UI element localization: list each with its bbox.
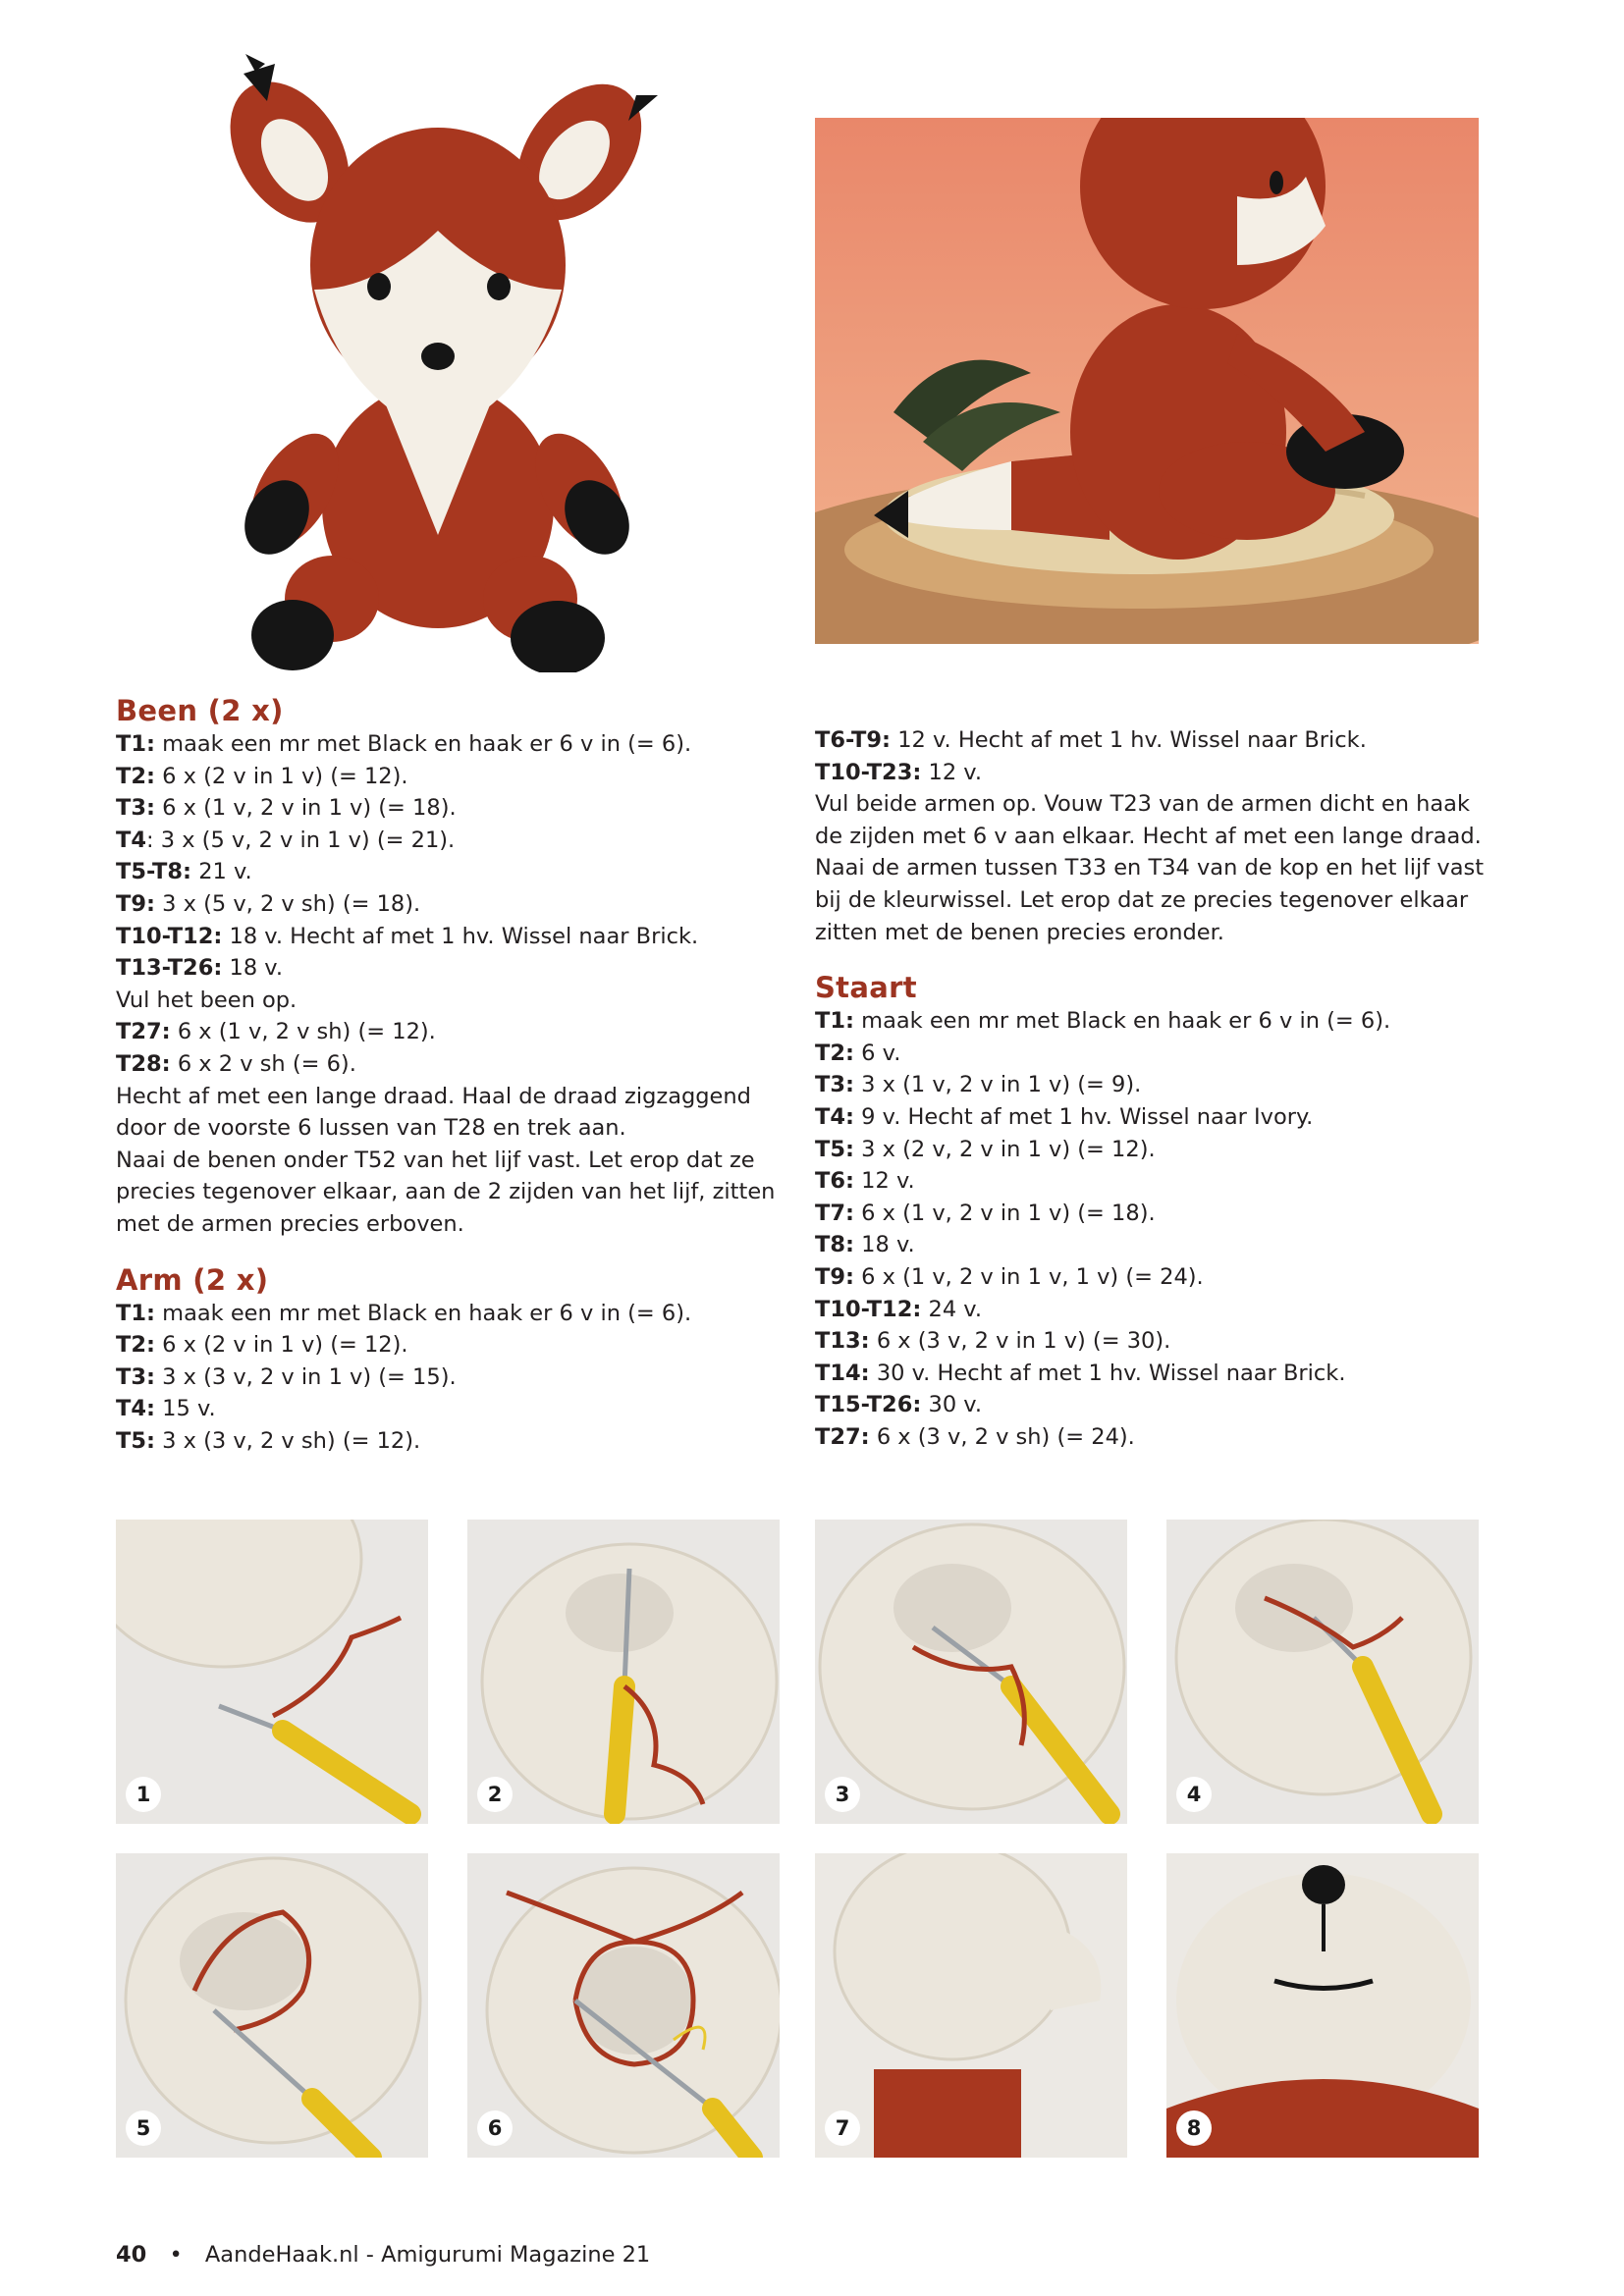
round-label: T27: bbox=[116, 1019, 171, 1045]
instruction-line bbox=[116, 1362, 784, 1394]
step-number-badge: 6 bbox=[477, 2110, 513, 2146]
section-heading-staart: Staart bbox=[815, 971, 917, 1005]
round-label: T10-T23: bbox=[815, 759, 922, 785]
instruction-line bbox=[116, 825, 784, 857]
round-label: T8: bbox=[815, 1232, 855, 1258]
round-label: T9: bbox=[815, 1263, 855, 1290]
round-label: T2: bbox=[815, 1040, 855, 1066]
round-text: de zijden met 6 v aan elkaar. Hecht af met een lange draad. bbox=[815, 823, 1482, 849]
round-label: T27: bbox=[815, 1423, 870, 1450]
round-label: T13-T26: bbox=[116, 955, 223, 982]
step-photo-8 bbox=[1166, 1853, 1479, 2158]
round-text: 6 x (1 v, 2 v in 1 v) (= 18). bbox=[854, 1200, 1156, 1226]
round-label: T3: bbox=[116, 1363, 156, 1390]
step-photo-1 bbox=[116, 1520, 428, 1824]
instruction-line bbox=[116, 952, 784, 985]
instruction-line bbox=[116, 985, 784, 1017]
instruction-line bbox=[815, 1069, 1492, 1101]
round-text: 15 v. bbox=[155, 1396, 216, 1422]
round-label: T4: bbox=[116, 1396, 156, 1422]
round-text: 6 x (2 v in 1 v) (= 12). bbox=[155, 1332, 408, 1359]
round-text: Vul beide armen op. Vouw T23 van de armen dicht en haak bbox=[815, 791, 1470, 818]
round-text: 6 x (2 v in 1 v) (= 12). bbox=[155, 763, 408, 789]
footer-publication: AandeHaak.nl - Amigurumi Magazine 21 bbox=[204, 2242, 651, 2268]
step-number-badge: 4 bbox=[1176, 1777, 1212, 1812]
instruction-line bbox=[815, 1421, 1492, 1454]
round-text: 3 x (3 v, 2 v in 1 v) (= 15). bbox=[155, 1363, 457, 1390]
round-text: Hecht af met een lange draad. Haal de draad zigzaggend bbox=[116, 1083, 751, 1109]
round-text: 6 x (3 v, 2 v in 1 v) (= 30). bbox=[869, 1328, 1171, 1355]
round-label: T10-T12: bbox=[815, 1296, 922, 1322]
round-text: Naai de benen onder T52 van het lijf vast. Let erop dat ze bbox=[116, 1147, 755, 1173]
round-label: T6: bbox=[815, 1168, 855, 1195]
step-number-badge: 1 bbox=[126, 1777, 161, 1812]
round-label: T5: bbox=[116, 1427, 156, 1454]
round-text: 18 v. bbox=[222, 955, 284, 982]
step-photo-6 bbox=[467, 1853, 780, 2158]
step-photo-3 bbox=[815, 1520, 1127, 1824]
round-text: 6 x (1 v, 2 v in 1 v) (= 18). bbox=[155, 795, 457, 822]
round-text: 6 x (1 v, 2 v in 1 v, 1 v) (= 24). bbox=[854, 1263, 1204, 1290]
section-heading-been: Been (2 x) bbox=[116, 694, 284, 727]
page-number: 40 bbox=[116, 2242, 147, 2268]
instruction-line bbox=[116, 761, 784, 793]
instruction-line bbox=[815, 1101, 1492, 1134]
round-text: maak een mr met Black en haak er 6 v in (= 6). bbox=[854, 1008, 1391, 1035]
round-label: T14: bbox=[815, 1360, 870, 1386]
round-label: T2: bbox=[116, 1332, 156, 1359]
instruction-line bbox=[815, 884, 1492, 917]
left-text-column bbox=[116, 693, 784, 1457]
instruction-line bbox=[815, 1134, 1492, 1166]
round-text: 9 v. Hecht af met 1 hv. Wissel naar Ivory. bbox=[854, 1103, 1314, 1130]
round-label: T9: bbox=[116, 890, 156, 917]
round-text: 3 x (5 v, 2 v sh) (= 18). bbox=[155, 890, 421, 917]
round-text: 3 x (1 v, 2 v in 1 v) (= 9). bbox=[854, 1072, 1142, 1098]
round-text: bij de kleurwissel. Let erop dat ze precies tegenover elkaar bbox=[815, 886, 1469, 913]
instruction-line bbox=[116, 1208, 784, 1241]
fox-front-photo bbox=[216, 44, 677, 672]
round-text: 30 v. Hecht af met 1 hv. Wissel naar Brick. bbox=[869, 1360, 1346, 1386]
round-label: T5-T8: bbox=[116, 859, 192, 885]
instruction-line bbox=[815, 1325, 1492, 1358]
step-number-badge: 3 bbox=[825, 1777, 860, 1812]
instruction-line bbox=[815, 757, 1492, 789]
round-text: 24 v. bbox=[921, 1296, 983, 1322]
round-text: 21 v. bbox=[191, 859, 252, 885]
instruction-line bbox=[815, 1038, 1492, 1070]
instruction-line bbox=[116, 1298, 784, 1330]
instruction-line bbox=[116, 792, 784, 825]
instruction-line bbox=[815, 1165, 1492, 1198]
round-label: T15-T26: bbox=[815, 1392, 922, 1418]
step-number-badge: 7 bbox=[825, 2110, 860, 2146]
instruction-line bbox=[815, 1358, 1492, 1390]
instruction-line bbox=[116, 728, 784, 761]
instruction-line bbox=[815, 1005, 1492, 1038]
page-footer bbox=[116, 2242, 650, 2268]
round-text: zitten met de benen precies eronder. bbox=[815, 919, 1224, 945]
round-text: maak een mr met Black en haak er 6 v in (= 6). bbox=[155, 731, 692, 757]
instruction-line bbox=[815, 917, 1492, 949]
round-text: maak een mr met Black en haak er 6 v in (= 6). bbox=[155, 1300, 692, 1326]
instruction-line bbox=[116, 1112, 784, 1145]
round-label: T1: bbox=[815, 1008, 855, 1035]
staart-instructions bbox=[815, 1005, 1492, 1453]
round-label: T10-T12: bbox=[116, 923, 223, 949]
round-label: T2: bbox=[116, 763, 156, 789]
instruction-line bbox=[815, 1261, 1492, 1294]
instruction-line bbox=[815, 1198, 1492, 1230]
round-label: T6-T9: bbox=[815, 727, 892, 753]
round-label: T7: bbox=[815, 1200, 855, 1226]
instruction-line bbox=[815, 1389, 1492, 1421]
instruction-line bbox=[815, 852, 1492, 884]
instruction-line bbox=[815, 724, 1492, 757]
been-instructions bbox=[116, 728, 784, 1241]
round-text: met de armen precies erboven. bbox=[116, 1210, 464, 1237]
instruction-line bbox=[815, 821, 1492, 853]
round-label: T4: bbox=[815, 1103, 855, 1130]
round-label: T28: bbox=[116, 1050, 171, 1077]
round-label: T4 bbox=[116, 827, 147, 853]
instruction-line bbox=[116, 856, 784, 888]
instruction-line bbox=[116, 1016, 784, 1048]
round-text: 3 x (3 v, 2 v sh) (= 12). bbox=[155, 1427, 421, 1454]
round-text: 12 v. Hecht af met 1 hv. Wissel naar Brick. bbox=[891, 727, 1367, 753]
round-text: door de voorste 6 lussen van T28 en trek aan. bbox=[116, 1115, 626, 1142]
step-number-badge: 5 bbox=[126, 2110, 161, 2146]
instruction-line bbox=[815, 1229, 1492, 1261]
round-text: 18 v. bbox=[854, 1232, 915, 1258]
round-text: 3 x (2 v, 2 v in 1 v) (= 12). bbox=[854, 1136, 1156, 1162]
round-text: Vul het been op. bbox=[116, 987, 298, 1013]
round-label: T1: bbox=[116, 731, 156, 757]
instruction-line bbox=[116, 1393, 784, 1425]
instruction-line bbox=[116, 921, 784, 953]
round-text: 6 x (3 v, 2 v sh) (= 24). bbox=[869, 1423, 1135, 1450]
round-text: 12 v. bbox=[854, 1168, 915, 1195]
instruction-line bbox=[815, 788, 1492, 821]
round-label: T5: bbox=[815, 1136, 855, 1162]
round-text: 6 x 2 v sh (= 6). bbox=[170, 1050, 356, 1077]
instruction-line bbox=[815, 1294, 1492, 1326]
step-number-badge: 2 bbox=[477, 1777, 513, 1812]
step-photo-4 bbox=[1166, 1520, 1479, 1824]
footer-bullet: • bbox=[169, 2242, 183, 2268]
round-text: precies tegenover elkaar, aan de 2 zijden van het lijf, zitten bbox=[116, 1179, 776, 1205]
round-text: 30 v. bbox=[921, 1392, 983, 1418]
round-label: T1: bbox=[116, 1300, 156, 1326]
round-label: T3: bbox=[815, 1072, 855, 1098]
step-photo-7 bbox=[815, 1853, 1127, 2158]
instruction-line bbox=[116, 1081, 784, 1113]
arm-instructions bbox=[116, 1298, 784, 1458]
round-text: 12 v. bbox=[921, 759, 983, 785]
round-text: 18 v. Hecht af met 1 hv. Wissel naar Brick. bbox=[222, 923, 699, 949]
round-text: Naai de armen tussen T33 en T34 van de kop en het lijf vast bbox=[815, 855, 1485, 881]
round-label: T13: bbox=[815, 1328, 870, 1355]
instruction-line bbox=[116, 1048, 784, 1081]
instruction-line bbox=[116, 888, 784, 921]
round-text: 6 v. bbox=[854, 1040, 901, 1066]
section-heading-arm: Arm (2 x) bbox=[116, 1262, 269, 1297]
right-text-column bbox=[815, 724, 1492, 1453]
instruction-line bbox=[116, 1329, 784, 1362]
round-label: T3: bbox=[116, 795, 156, 822]
instruction-line bbox=[116, 1176, 784, 1208]
instruction-line bbox=[116, 1425, 784, 1458]
instruction-line bbox=[116, 1145, 784, 1177]
arm-instructions-continued bbox=[815, 724, 1492, 948]
step-number-badge: 8 bbox=[1176, 2110, 1212, 2146]
fox-side-photo bbox=[815, 118, 1479, 644]
step-photo-2 bbox=[467, 1520, 780, 1824]
round-text: 6 x (1 v, 2 v sh) (= 12). bbox=[170, 1019, 436, 1045]
step-photo-5 bbox=[116, 1853, 428, 2158]
round-text: : 3 x (5 v, 2 v in 1 v) (= 21). bbox=[146, 827, 456, 853]
